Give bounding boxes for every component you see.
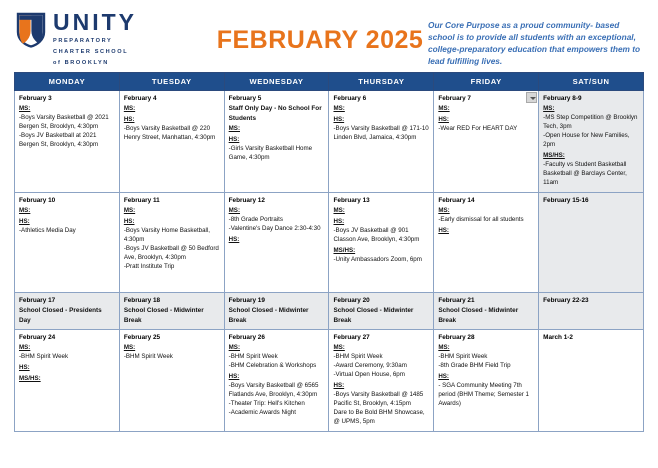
event-item: -Boys JV Basketball @ 50 Bedford Ave, Brooklyn, 4:30pm bbox=[123, 245, 219, 262]
day-date-label: February 12 bbox=[228, 197, 265, 205]
day-subtitle: School Closed - Midwinter Break bbox=[438, 307, 519, 324]
day-date-label: February 4 bbox=[123, 95, 157, 102]
day-date-label: February 5 bbox=[228, 95, 262, 102]
division-label: MS/HS: bbox=[333, 247, 356, 255]
calendar-day-cell bbox=[539, 329, 644, 431]
division-label: HS: bbox=[19, 218, 30, 226]
calendar-day-cell bbox=[434, 329, 539, 431]
calendar-day-cell bbox=[329, 91, 434, 193]
event-item: -Boys Varsity Basketball @ 6565 Flatlands Ave, Brooklyn, 4:30pm bbox=[228, 382, 319, 399]
calendar-week-row bbox=[15, 329, 644, 431]
division-label: HS: bbox=[438, 227, 449, 235]
day-date-label: February 17 bbox=[19, 297, 56, 305]
division-label: HS: bbox=[228, 135, 240, 143]
division-label: MS: bbox=[438, 344, 450, 352]
day-date-label: March 1-2 bbox=[543, 333, 573, 341]
division-label: MS: bbox=[333, 344, 345, 352]
calendar-day-cell bbox=[15, 329, 120, 431]
event-item: -8th Grade BHM Field Trip bbox=[438, 362, 511, 370]
calendar-day-cell bbox=[119, 193, 224, 293]
event-item: -Pratt Institute Trip bbox=[123, 263, 175, 271]
calendar-day-cell bbox=[15, 293, 120, 330]
day-date-label: February 11 bbox=[123, 197, 160, 205]
logo-line-2: CHARTER SCHOOL bbox=[53, 49, 129, 56]
day-date-label: February 27 bbox=[333, 333, 370, 341]
division-label: HS: bbox=[438, 116, 449, 124]
title-block bbox=[212, 10, 428, 55]
day-date-label: February 7 bbox=[438, 95, 471, 102]
day-date-label: February 20 bbox=[333, 297, 370, 305]
event-item: -Faculty vs Student Basketball Basketball @ Barclays Center, 11am bbox=[543, 161, 627, 187]
calendar-day-cell bbox=[434, 293, 539, 330]
calendar-week-row bbox=[15, 91, 644, 193]
event-item: -Boys Varsity Basketball @ 220 Henry Street, Manhattan, 4:30pm bbox=[123, 125, 216, 142]
event-item: -Boys JV Basketball at 2021 Bergen St, Brooklyn, 4:30pm bbox=[19, 132, 99, 149]
division-label: HS: bbox=[19, 364, 30, 372]
day-date-label: February 26 bbox=[228, 333, 265, 341]
school-logo bbox=[16, 10, 212, 67]
division-label: MS: bbox=[123, 344, 136, 352]
column-header-wednesday: WEDNESDAY bbox=[224, 73, 329, 91]
event-item: -8th Grade Portraits bbox=[228, 216, 283, 224]
division-label: MS: bbox=[333, 207, 345, 215]
division-label: HS: bbox=[333, 218, 345, 226]
calendar-day-cell bbox=[539, 293, 644, 330]
column-header-sat-sun: SAT/SUN bbox=[539, 73, 644, 91]
event-item: -Boys Varsity Basketball @ 1485 Pacific St, Brooklyn, 4:15pm bbox=[333, 391, 424, 408]
day-date-label: February 3 bbox=[19, 95, 52, 102]
event-item: -Award Ceremony, 9:30am bbox=[333, 362, 407, 370]
division-label: MS: bbox=[438, 105, 450, 113]
day-subtitle: Staff Only Day - No School For Students bbox=[228, 105, 322, 122]
calendar-header-row bbox=[15, 73, 644, 91]
day-date-label: February 8-9 bbox=[543, 95, 582, 102]
logo-line-1: PREPARATORY bbox=[53, 38, 113, 44]
column-header-thursday: THURSDAY bbox=[329, 73, 434, 91]
logo-line-3: of BROOKLYN bbox=[53, 60, 109, 67]
division-label: MS: bbox=[123, 105, 136, 113]
division-label: MS: bbox=[19, 344, 31, 352]
day-subtitle: School Closed - Presidents Day bbox=[19, 307, 102, 324]
day-date-label: February 6 bbox=[333, 95, 367, 102]
day-date-label: February 25 bbox=[123, 333, 161, 341]
page-header bbox=[0, 0, 658, 72]
division-label: MS: bbox=[19, 207, 31, 215]
calendar-day-cell bbox=[119, 293, 224, 330]
calendar-day-cell bbox=[15, 193, 120, 293]
day-date-label: February 10 bbox=[19, 197, 56, 205]
calendar-day-cell bbox=[224, 329, 329, 431]
division-label: MS: bbox=[333, 105, 345, 113]
event-item: -Boys Varsity Basketball @ 171-10 Linden Blvd, Jamaica, 4:30pm bbox=[333, 125, 429, 142]
calendar-day-cell bbox=[15, 91, 120, 193]
logo-unity-text: UNITY bbox=[53, 9, 137, 35]
division-label: HS: bbox=[123, 116, 135, 124]
calendar-day-cell bbox=[434, 91, 539, 193]
event-item: -BHM Spirit Week bbox=[19, 353, 69, 361]
event-item: -Academic Awards Night bbox=[228, 409, 296, 417]
day-subtitle: School Closed - Midwinter Break bbox=[123, 307, 204, 324]
event-item: -Girls Varsity Basketball Home Game, 4:30pm bbox=[228, 144, 313, 161]
event-item: -BHM Celebration & Workshops bbox=[228, 362, 317, 370]
calendar-week-row bbox=[15, 193, 644, 293]
calendar-week-row bbox=[15, 293, 644, 330]
day-subtitle: School Closed - Midwinter Break bbox=[228, 307, 309, 324]
division-label: HS: bbox=[228, 236, 240, 244]
division-label: MS/HS: bbox=[19, 375, 41, 383]
event-item: -Unity Ambassadors Zoom, 6pm bbox=[333, 256, 422, 264]
chevron-down-icon[interactable] bbox=[526, 92, 537, 103]
core-purpose-statement: Our Core Purpose as a proud community- based school is to provide all students with an exceptional, college-preparatory education that empowers them to lead fulfilling lives. bbox=[428, 20, 641, 67]
day-subtitle: School Closed - Midwinter Break bbox=[333, 307, 414, 324]
event-item: -Boys JV Basketball @ 901 Classon Ave, Brooklyn, 4:30pm bbox=[333, 227, 420, 244]
event-item: -Valentine's Day Dance 2:30-4:30 bbox=[228, 225, 321, 233]
column-header-friday: FRIDAY bbox=[434, 73, 539, 91]
event-item: -Open House for New Families, 2pm bbox=[543, 132, 630, 149]
day-date-label: February 18 bbox=[123, 297, 161, 305]
calendar-day-cell bbox=[224, 193, 329, 293]
day-date-label: February 24 bbox=[19, 333, 56, 341]
shield-icon bbox=[16, 12, 46, 48]
event-item: -Boys Varsity Home Basketball, 4:30pm bbox=[123, 227, 211, 244]
day-date-label: February 21 bbox=[438, 297, 475, 305]
calendar-day-cell bbox=[329, 293, 434, 330]
event-item: - SGA Community Meeting 7th period (BHM Theme; Semester 1 Awards) bbox=[438, 382, 529, 408]
division-label: MS: bbox=[19, 105, 31, 113]
division-label: HS: bbox=[123, 218, 135, 226]
division-label: MS: bbox=[228, 344, 240, 352]
day-date-label: February 14 bbox=[438, 197, 475, 205]
page-title: FEBRUARY 2025 bbox=[216, 26, 424, 54]
event-item: -BHM Spirit Week bbox=[438, 353, 488, 361]
column-header-monday: MONDAY bbox=[15, 73, 120, 91]
event-item: -BHM Spirit Week bbox=[333, 353, 383, 361]
event-item: -BHM Spirit Week bbox=[228, 353, 278, 361]
day-date-label: February 28 bbox=[438, 333, 475, 341]
event-item: -Virtual Open House, 6pm bbox=[333, 371, 405, 379]
calendar-day-cell bbox=[224, 293, 329, 330]
division-label: HS: bbox=[438, 373, 449, 381]
column-header-tuesday: TUESDAY bbox=[119, 73, 224, 91]
event-item: -Athletics Media Day bbox=[19, 227, 76, 235]
division-label: MS: bbox=[123, 207, 136, 215]
division-label: HS: bbox=[228, 373, 240, 381]
division-label: MS: bbox=[543, 105, 555, 113]
event-item: -MS Step Competition @ Brooklyn Tech, 3pm bbox=[543, 114, 638, 131]
event-item: -Wear RED For HEART DAY bbox=[438, 125, 518, 133]
day-date-label: February 13 bbox=[333, 197, 370, 205]
division-label: MS: bbox=[438, 207, 450, 215]
calendar-day-cell bbox=[119, 91, 224, 193]
event-item: -Early dismissal for all students bbox=[438, 216, 524, 224]
division-label: MS/HS: bbox=[543, 152, 565, 160]
calendar-day-cell bbox=[224, 91, 329, 193]
calendar-day-cell bbox=[434, 193, 539, 293]
division-label: MS: bbox=[228, 124, 240, 132]
calendar-day-cell bbox=[119, 329, 224, 431]
calendar-table bbox=[14, 72, 644, 432]
division-label: HS: bbox=[333, 116, 345, 124]
calendar-day-cell bbox=[539, 193, 644, 293]
day-date-label: February 15-16 bbox=[543, 197, 589, 205]
day-date-label: February 19 bbox=[228, 297, 265, 305]
calendar-day-cell bbox=[539, 91, 644, 193]
day-date-label: February 22-23 bbox=[543, 297, 589, 305]
event-item: -Theater Trip: Hell's Kitchen bbox=[228, 400, 305, 408]
event-item: -Boys Varsity Basketball @ 2021 Bergen St, Brooklyn, 4:30pm bbox=[19, 114, 109, 131]
event-item: -BHM Spirit Week bbox=[123, 353, 173, 361]
division-label: HS: bbox=[333, 382, 345, 390]
event-item: Dare to Be Bold BHM Showcase, @ UPMS, 5pm bbox=[333, 409, 425, 426]
calendar-day-cell bbox=[329, 329, 434, 431]
calendar-day-cell bbox=[329, 193, 434, 293]
division-label: MS: bbox=[228, 207, 240, 215]
